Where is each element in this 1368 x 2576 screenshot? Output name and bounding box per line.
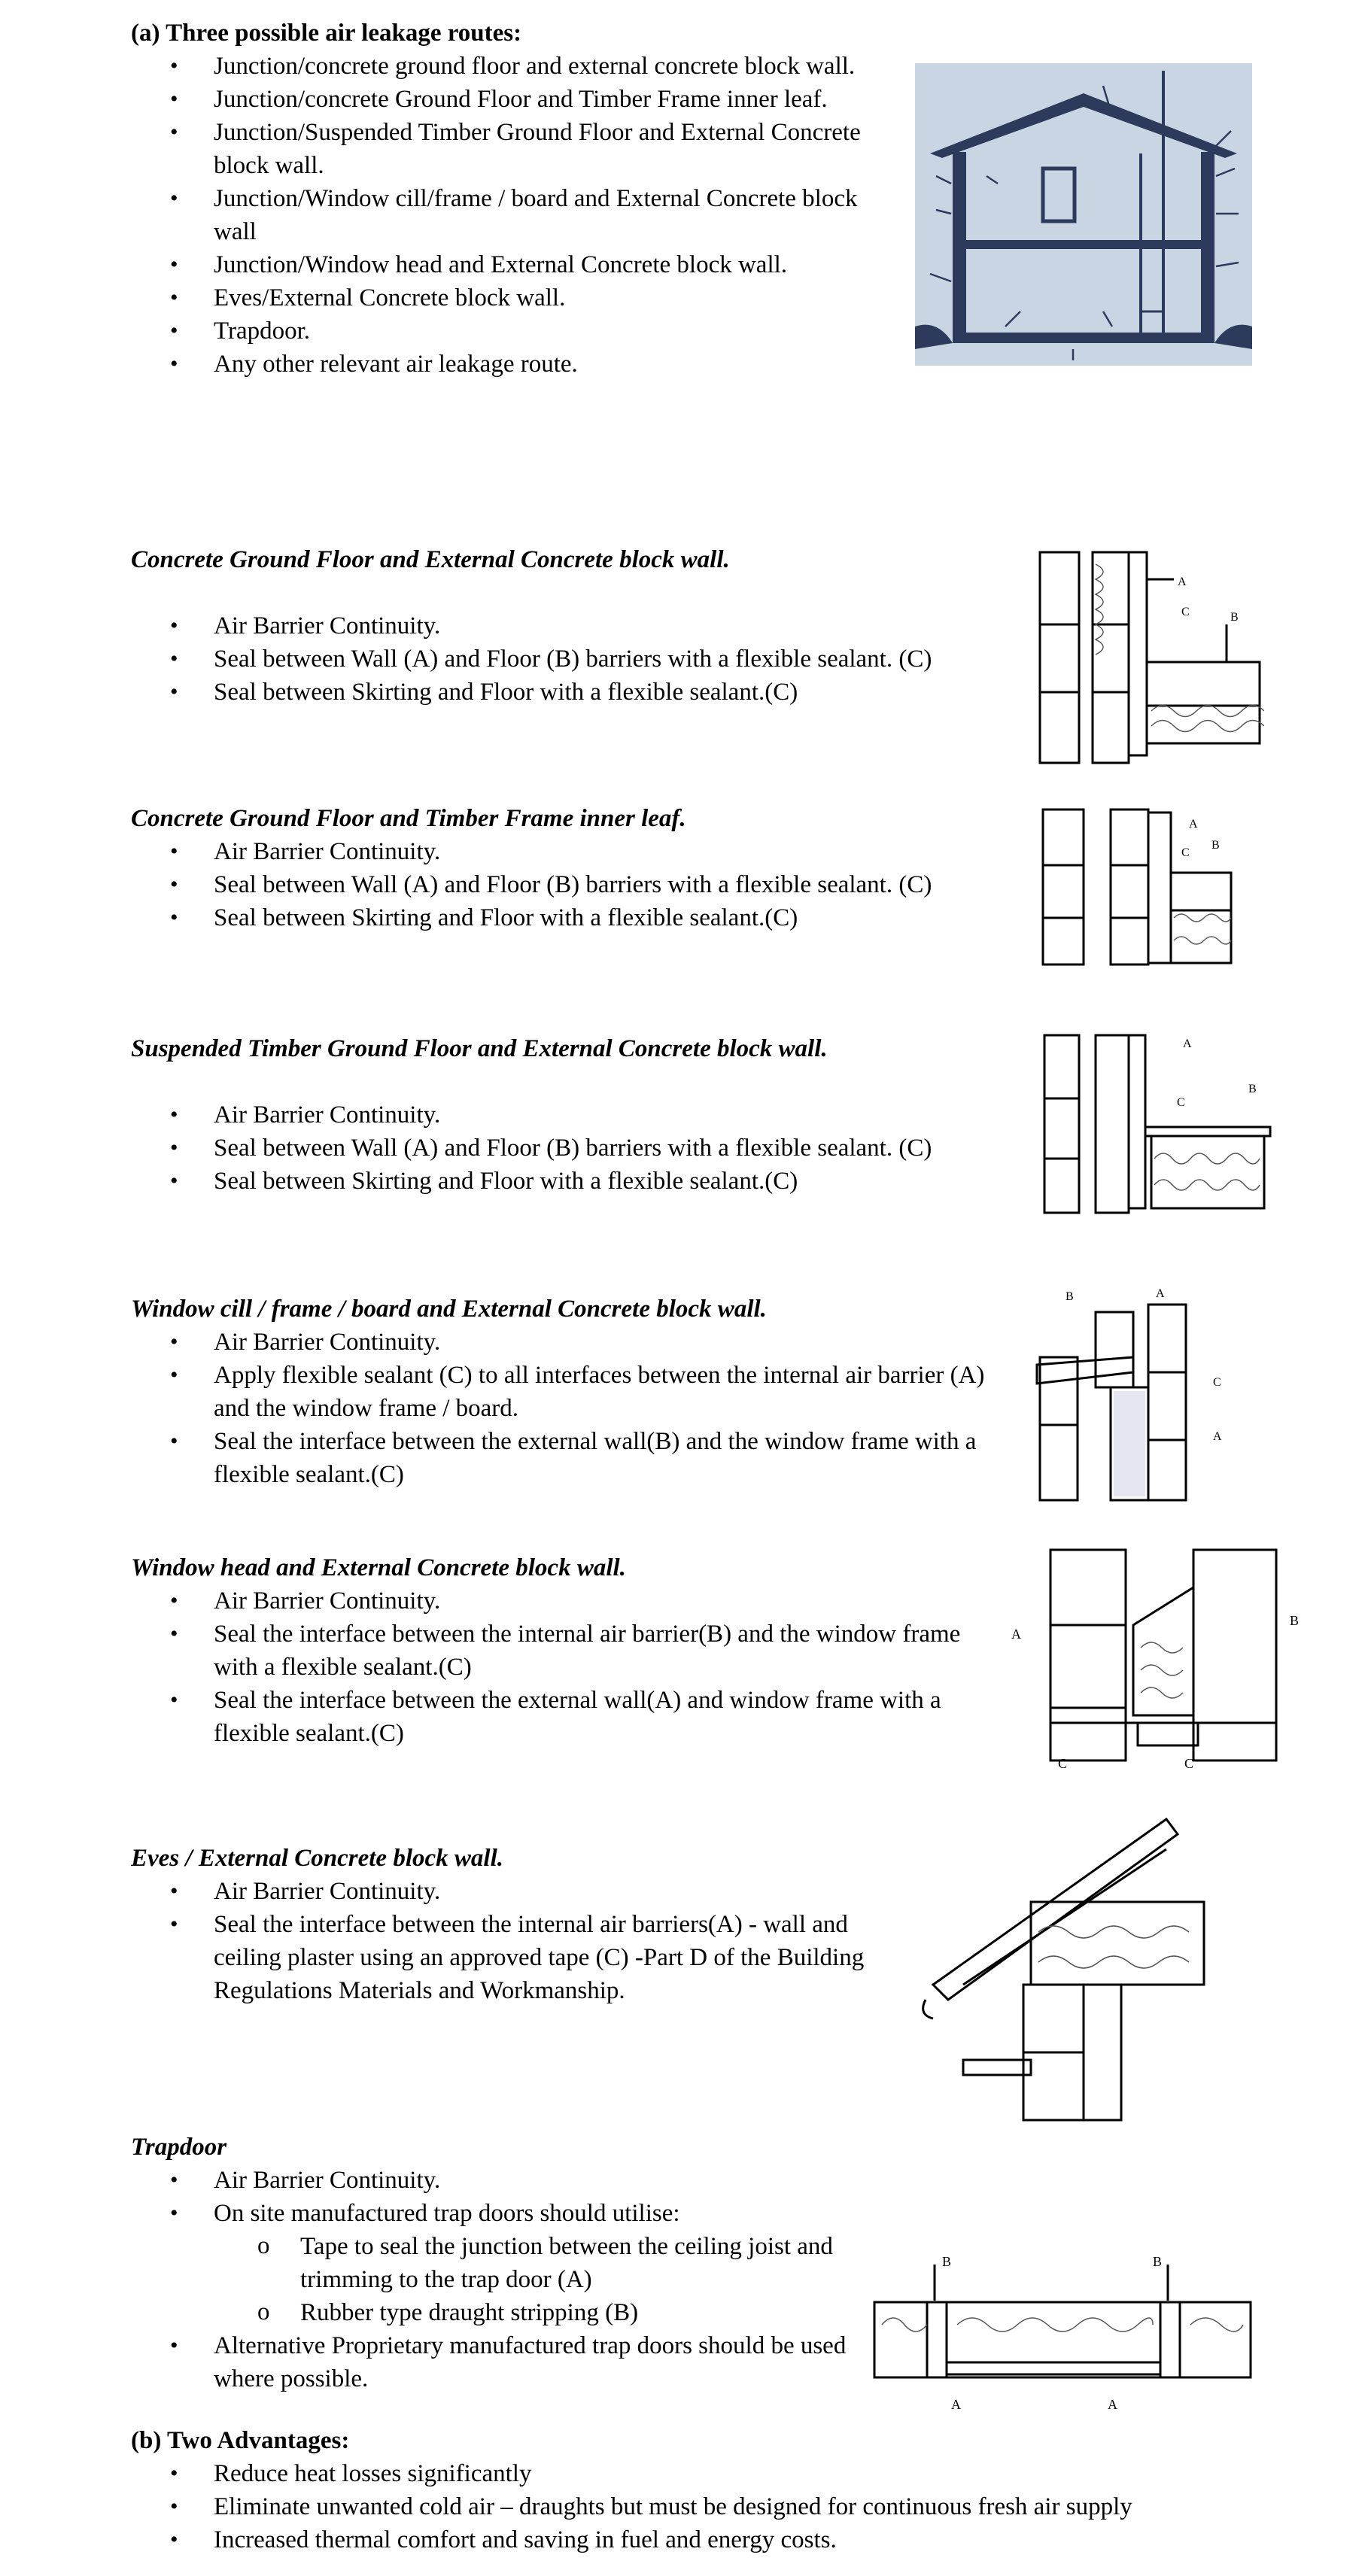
section-list <box>131 1875 921 2007</box>
label-c: C <box>1184 1756 1194 1771</box>
section-title: Eves / External Concrete block wall. <box>131 1845 503 1872</box>
section-list <box>131 835 1034 934</box>
section-title: Concrete Ground Floor and External Concrete block wall. <box>131 546 730 573</box>
route-list <box>131 50 883 381</box>
list-item <box>131 2197 898 2329</box>
label-a: A <box>1108 2397 1117 2412</box>
list-item: • Trapdoor. <box>131 314 883 348</box>
part-b <box>131 2424 1335 2556</box>
label-b: B <box>942 2254 952 2269</box>
list-item: • Seal between Skirting and Floor with a flexible sealant.(C) <box>131 676 1034 709</box>
list-item: • Seal the interface between the external wall(B) and the window frame with a flexible sealant.(C) <box>131 1425 1004 1491</box>
list-item: • Seal between Wall (A) and Floor (B) barriers with a flexible sealant. (C) <box>131 1132 1034 1165</box>
section-title: Trapdoor <box>131 2134 227 2161</box>
label-c: C <box>1213 1376 1221 1389</box>
section-title: Concrete Ground Floor and Timber Frame inner leaf. <box>131 805 686 832</box>
section-list <box>131 1584 1004 1750</box>
section-concrete-floor-block-wall <box>131 543 1034 709</box>
section-list <box>131 609 1034 709</box>
label-a: A <box>1213 1430 1222 1443</box>
section-window-head <box>131 1551 1004 1750</box>
detail-figure-5 <box>1005 1542 1306 1783</box>
section-suspended-timber-floor <box>131 1032 1034 1198</box>
list-item: • Seal the interface between the external wall(A) and window frame with a flexible sealant.(C) <box>131 1684 1004 1750</box>
label-a: A <box>1011 1627 1021 1642</box>
list-item: • Junction/Window head and External Concrete block wall. <box>131 248 883 281</box>
label-b: B <box>1211 839 1220 852</box>
sub-list-item: o Rubber type draught stripping (B) <box>131 2296 898 2329</box>
label-a: A <box>1178 576 1187 588</box>
label-c: C <box>1177 1096 1185 1109</box>
part-a-heading: (a) Three possible air leakage routes: <box>131 20 522 47</box>
trapdoor-figure <box>867 2249 1258 2421</box>
part-a <box>131 17 883 381</box>
list-item: • Junction/concrete Ground Floor and Timber Frame inner leaf. <box>131 83 883 116</box>
sub-list-item: o Tape to seal the junction between the ceiling joist and trimming to the trap door (A) <box>131 2230 898 2296</box>
label-b: B <box>1230 611 1239 624</box>
section-window-cill <box>131 1293 1004 1491</box>
list-item: • Seal between Wall (A) and Floor (B) barriers with a flexible sealant. (C) <box>131 642 1034 676</box>
label-b: B <box>1290 1613 1300 1628</box>
list-item: • Increased thermal comfort and saving in fuel and energy costs. <box>131 2523 1335 2556</box>
label-b: B <box>1153 2254 1163 2269</box>
detail-figure-1 <box>1038 549 1264 767</box>
section-title: Suspended Timber Ground Floor and External Concrete block wall. <box>131 1035 828 1062</box>
list-item: • Eves/External Concrete block wall. <box>131 281 883 314</box>
section-list <box>131 1326 1004 1491</box>
list-item: • Apply flexible sealant (C) to all interfaces between the internal air barrier (A) and the window frame / board. <box>131 1359 1004 1425</box>
section-title: Window cill / frame / board and External Concrete block wall. <box>131 1296 767 1323</box>
list-item: • Air Barrier Continuity. <box>131 835 1034 868</box>
list-item: • Air Barrier Continuity. <box>131 1326 1004 1359</box>
list-item: • Air Barrier Continuity. <box>131 2164 898 2197</box>
section-list <box>131 1098 1034 1198</box>
label-a: A <box>1189 818 1198 831</box>
label-a: A <box>1156 1287 1165 1300</box>
label-a: A <box>1183 1037 1192 1050</box>
section-concrete-floor-timber-frame <box>131 802 1034 934</box>
list-item: • Air Barrier Continuity. <box>131 609 1034 642</box>
list-item: • Alternative Proprietary manufactured trap doors should be used where possible. <box>131 2329 898 2395</box>
list-item: • Seal the interface between the internal air barrier(B) and the window frame with a flexible sealant.(C) <box>131 1618 1004 1684</box>
part-b-heading: (b) Two Advantages: <box>131 2427 350 2454</box>
list-item: • Air Barrier Continuity. <box>131 1584 1004 1618</box>
label-b: B <box>1248 1083 1257 1095</box>
section-trapdoor <box>131 2131 898 2395</box>
list-item: • Seal between Skirting and Floor with a flexible sealant.(C) <box>131 901 1034 934</box>
house-section-figure <box>915 63 1252 366</box>
list-item: • Junction/Suspended Timber Ground Floor and External Concrete block wall. <box>131 116 883 182</box>
label-c: C <box>1181 606 1190 618</box>
label-c: C <box>1181 846 1190 859</box>
label-c: C <box>1058 1756 1068 1771</box>
label-a: A <box>951 2397 961 2412</box>
detail-figure-3 <box>1041 1031 1275 1219</box>
list-item: • Junction/concrete ground floor and external concrete block wall. <box>131 50 883 83</box>
list-item: • Eliminate unwanted cold air – draughts but must be designed for continuous fresh air supply <box>131 2490 1335 2523</box>
list-item: • Air Barrier Continuity. <box>131 1098 1034 1132</box>
list-item: • Seal between Wall (A) and Floor (B) barriers with a flexible sealant. (C) <box>131 868 1034 901</box>
section-title: Window head and External Concrete block wall. <box>131 1554 626 1581</box>
list-item: • Seal between Skirting and Floor with a flexible sealant.(C) <box>131 1165 1034 1198</box>
label-b: B <box>1066 1290 1074 1303</box>
section-eves <box>131 1842 921 2007</box>
list-item-text: On site manufactured trap doors should utilise: <box>214 2200 680 2227</box>
section-list <box>131 2164 898 2395</box>
advantage-list <box>131 2457 1335 2556</box>
list-item: • Seal the interface between the internal air barriers(A) - wall and ceiling plaster using an approved tape (C) -Part D of the Building Regulations Materials and Workmanship. <box>131 1908 921 2007</box>
list-item: • Any other relevant air leakage route. <box>131 348 883 381</box>
list-item: • Junction/Window cill/frame / board and External Concrete block wall <box>131 182 883 248</box>
list-item: • Air Barrier Continuity. <box>131 1875 921 1908</box>
list-item: • Reduce heat losses significantly <box>131 2457 1335 2490</box>
detail-figure-2 <box>1038 805 1234 971</box>
detail-figure-6 <box>918 1812 1211 2126</box>
detail-figure-4 <box>1035 1282 1231 1508</box>
sub-list <box>214 2230 898 2329</box>
